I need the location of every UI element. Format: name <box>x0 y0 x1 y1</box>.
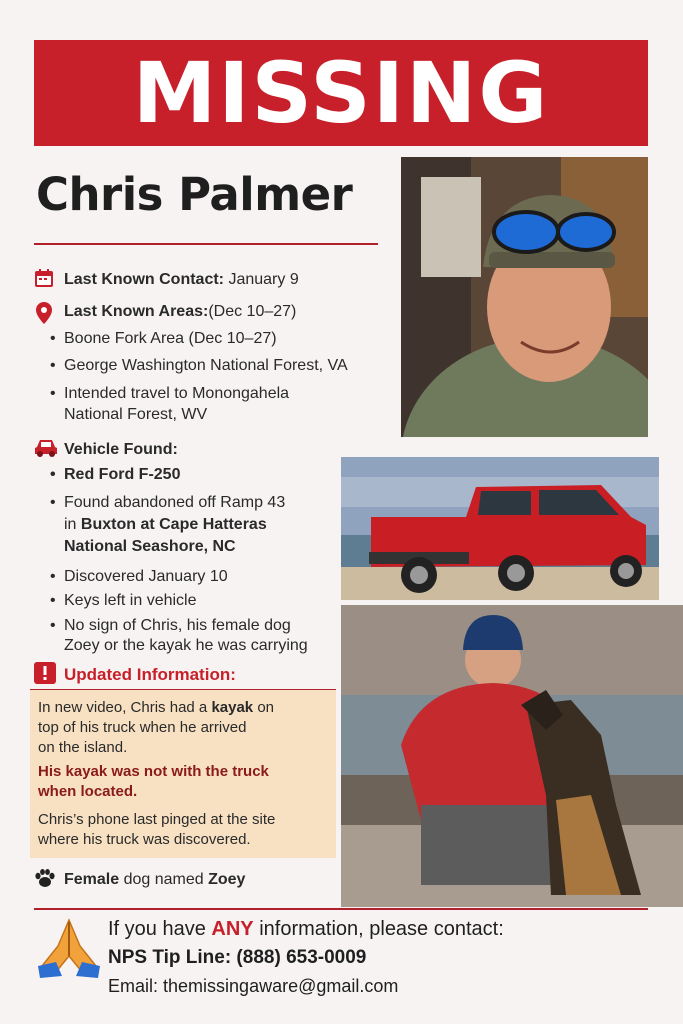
dog-mid: dog named <box>119 871 209 888</box>
man-with-dog-photo <box>341 605 683 907</box>
person-name: Chris Palmer <box>36 168 353 221</box>
location-pin-icon <box>36 302 52 324</box>
contact-pre: If you have <box>108 918 212 940</box>
banner-title: MISSING <box>132 44 550 142</box>
update-p1-line1 <box>38 698 274 718</box>
last-contact <box>64 270 299 291</box>
update-p1-line2: top of his truck when he arrived <box>38 719 247 736</box>
found-line2-bold: Buxton at Cape Hatteras <box>80 516 267 533</box>
contact-divider <box>34 908 648 910</box>
update-p1-bold: kayak <box>211 699 254 716</box>
name-divider <box>34 243 378 245</box>
keys-item: • Keys left in vehicle <box>64 591 197 612</box>
last-contact-value: January 9 <box>228 271 299 288</box>
last-areas-value: (Dec 10–27) <box>208 303 297 320</box>
missing-banner <box>34 40 648 146</box>
found-line2 <box>64 515 267 536</box>
email-line <box>108 976 398 997</box>
update-p2-line1: Chris’s phone last pinged at the site <box>38 811 276 828</box>
email-address[interactable]: themissingaware@gmail.com <box>163 976 399 996</box>
portrait-photo <box>401 157 648 437</box>
update-p1-post: on <box>253 699 275 716</box>
no-sign-line1: • No sign of Chris, his female dog <box>64 616 291 637</box>
area-item: • Boone Fork Area (Dec 10–27) <box>64 329 277 350</box>
paw-icon <box>34 868 56 888</box>
last-areas-label: Last Known Areas: <box>64 303 209 320</box>
update-alert-line2: when located. <box>38 783 138 800</box>
update-p1-pre: In new video, Chris had a <box>38 699 212 716</box>
vehicle-label: Vehicle Found: <box>64 441 178 458</box>
found-line3: National Seashore, NC <box>64 538 236 555</box>
contact-line <box>108 918 504 941</box>
truck-photo <box>341 457 659 600</box>
last-areas <box>64 302 296 323</box>
discovered-item: • Discovered January 10 <box>64 567 228 588</box>
found-line2-pre: in <box>64 516 81 533</box>
area-item: • George Washington National Forest, VA <box>64 356 348 377</box>
last-contact-label: Last Known Contact: <box>64 271 224 288</box>
tip-line: NPS Tip Line: (888) 653-0009 <box>108 947 367 968</box>
update-p1-line3: on the island. <box>38 739 128 756</box>
update-alert-line1: His kayak was not with the truck <box>38 763 269 780</box>
area-item: • Intended travel to Monongahela <box>64 384 289 405</box>
found-line1: • Found abandoned off Ramp 43 <box>64 493 285 514</box>
email-label: Email: <box>108 976 159 996</box>
car-icon <box>34 438 58 458</box>
calendar-icon <box>34 268 54 288</box>
area-item-cont: National Forest, WV <box>64 406 208 423</box>
contact-post: information, please contact: <box>253 918 504 940</box>
praying-hands-icon <box>36 916 102 978</box>
update-heading: Updated Information: <box>64 665 236 684</box>
dog-line <box>64 870 245 891</box>
dog-pre: Female <box>64 871 120 888</box>
vehicle-name: • Red Ford F-250 <box>64 465 180 486</box>
update-p2-line2: where his truck was discovered. <box>38 831 251 848</box>
no-sign-line2: Zoey or the kayak he was carrying <box>64 637 308 654</box>
dog-name: Zoey <box>208 871 246 888</box>
info-icon <box>34 662 56 684</box>
contact-any: ANY <box>211 918 254 940</box>
